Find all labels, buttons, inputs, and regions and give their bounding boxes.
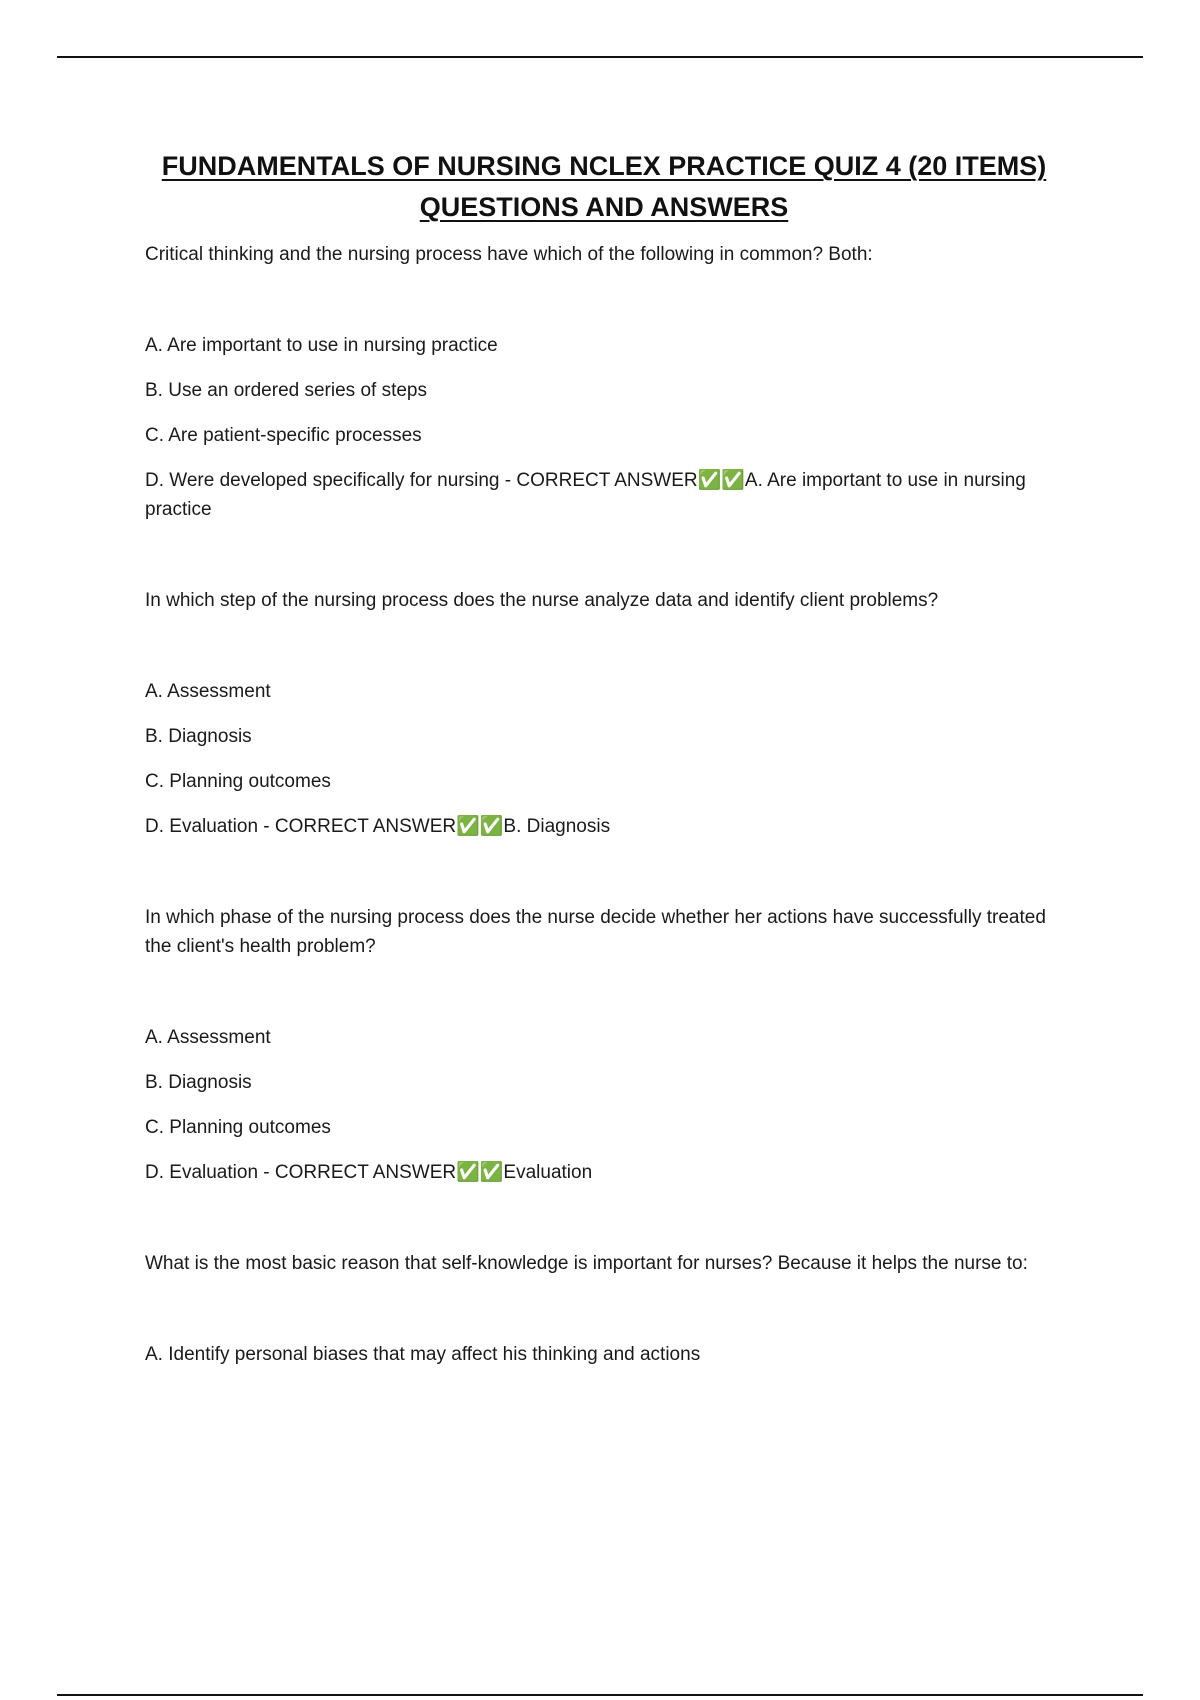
question-text: In which phase of the nursing process does the nurse decide whether her actions have successfully treated the client's health problem? xyxy=(145,907,1046,957)
question-block-1 xyxy=(145,240,1063,524)
answer-option-b: B. Diagnosis xyxy=(145,726,252,747)
answer-option-a: A. Assessment xyxy=(145,681,271,702)
answer-option-c: C. Planning outcomes xyxy=(145,1117,331,1138)
document-title xyxy=(145,146,1063,228)
answer-option-d-with-correct-answer: D. Were developed specifically for nursing - CORRECT ANSWER✅✅A. Are important to use in nursing practice xyxy=(145,470,1026,520)
answer-option-d-with-correct-answer: D. Evaluation - CORRECT ANSWER✅✅B. Diagnosis xyxy=(145,816,611,837)
answer-option-d-with-correct-answer: D. Evaluation - CORRECT ANSWER✅✅Evaluation xyxy=(145,1162,593,1183)
answer-option-a: A. Identify personal biases that may affect his thinking and actions xyxy=(145,1344,701,1365)
question-text: What is the most basic reason that self-knowledge is important for nurses? Because it helps the nurse to: xyxy=(145,1253,1028,1274)
bottom-horizontal-rule xyxy=(57,1694,1143,1696)
document-title-line-1: FUNDAMENTALS OF NURSING NCLEX PRACTICE QUIZ 4 (20 ITEMS) xyxy=(161,151,1047,181)
answer-option-b: B. Diagnosis xyxy=(145,1072,252,1093)
question-block-2 xyxy=(145,586,1063,841)
answer-option-b: B. Use an ordered series of steps xyxy=(145,380,427,401)
answer-option-c: C. Planning outcomes xyxy=(145,771,331,792)
answer-option-a: A. Are important to use in nursing practice xyxy=(145,335,498,356)
question-text: Critical thinking and the nursing process have which of the following in common? Both: xyxy=(145,244,873,265)
question-text: In which step of the nursing process does the nurse analyze data and identify client problems? xyxy=(145,590,939,611)
question-block-4 xyxy=(145,1249,1063,1369)
answer-option-c: C. Are patient-specific processes xyxy=(145,425,422,446)
question-block-3 xyxy=(145,903,1063,1187)
answer-option-a: A. Assessment xyxy=(145,1027,271,1048)
top-horizontal-rule xyxy=(57,56,1143,58)
document-body xyxy=(145,146,1063,1369)
document-title-line-2: QUESTIONS AND ANSWERS xyxy=(419,192,789,222)
